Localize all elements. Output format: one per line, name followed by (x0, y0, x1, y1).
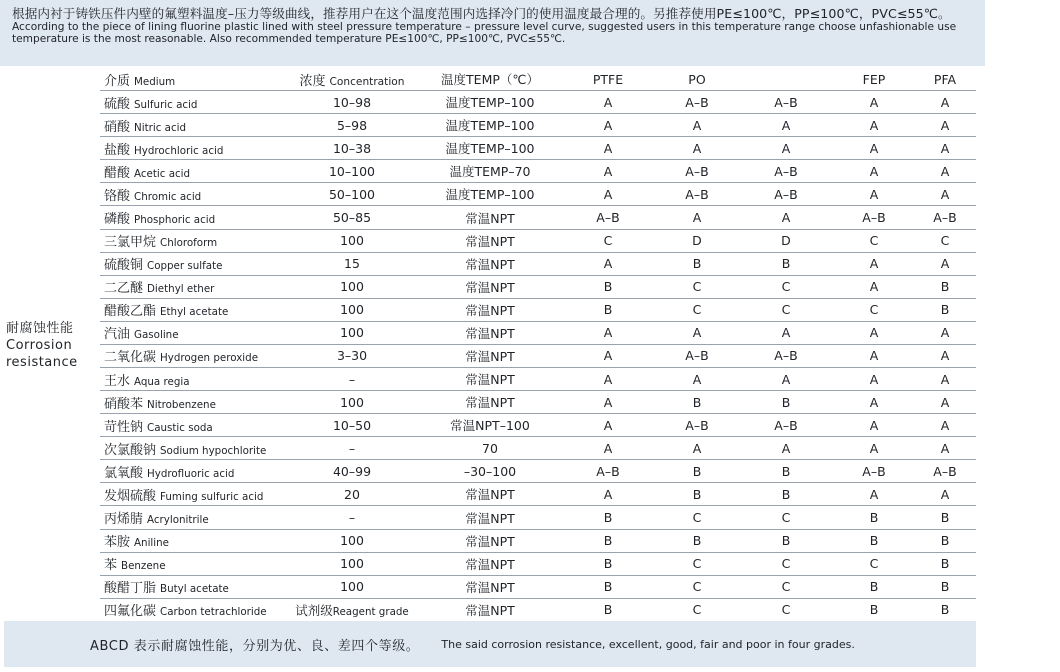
cell-temperature: 常温NPT (420, 506, 560, 529)
cell-concentration: 100 (284, 391, 420, 414)
cell-medium: 硫酸铜 Copper sulfate (100, 252, 284, 275)
cell-ptfe: A (560, 183, 656, 206)
side-label-cn: 耐腐蚀性能 (6, 321, 74, 336)
cell-ptfe: A (560, 414, 656, 437)
table-row (100, 391, 976, 414)
table-row (100, 206, 976, 229)
cell-temperature: 常温NPT (420, 552, 560, 575)
cell-temperature: 常温NPT (420, 206, 560, 229)
cell-po: A (656, 114, 738, 137)
cell-c3: A–B (738, 160, 834, 183)
cell-pfa: A–B (914, 206, 976, 229)
cell-temperature: 常温NPT (420, 391, 560, 414)
cell-medium: 次氯酸钠 Sodium hypochlorite (100, 437, 284, 460)
cell-pfa: C (914, 229, 976, 252)
cell-pfa: A (914, 114, 976, 137)
cell-fep: A (834, 437, 914, 460)
cell-fep: A (834, 160, 914, 183)
cell-temperature: 常温NPT (420, 229, 560, 252)
cell-ptfe: B (560, 275, 656, 298)
cell-fep: A (834, 321, 914, 344)
table-row (100, 460, 976, 483)
cell-fep: A (834, 91, 914, 114)
table-row (100, 160, 976, 183)
cell-ptfe: B (560, 298, 656, 321)
cell-medium: 苯 Benzene (100, 552, 284, 575)
cell-concentration: 10–50 (284, 414, 420, 437)
cell-ptfe: A (560, 137, 656, 160)
cell-po: B (656, 460, 738, 483)
cell-temperature: –30–100 (420, 460, 560, 483)
cell-temperature: 温度TEMP–100 (420, 114, 560, 137)
cell-c3: C (738, 575, 834, 598)
cell-pfa: A (914, 160, 976, 183)
cell-medium: 盐酸 Hydrochloric acid (100, 137, 284, 160)
cell-pfa: B (914, 298, 976, 321)
cell-pfa: A (914, 183, 976, 206)
table-row (100, 114, 976, 137)
cell-temperature: 温度TEMP–100 (420, 91, 560, 114)
cell-c3: A (738, 206, 834, 229)
cell-medium: 汽油 Gasoline (100, 321, 284, 344)
cell-c3: B (738, 460, 834, 483)
cell-po: C (656, 506, 738, 529)
cell-temperature: 常温NPT (420, 275, 560, 298)
cell-pfa: A (914, 321, 976, 344)
cell-temperature: 温度TEMP–100 (420, 137, 560, 160)
cell-pfa: A (914, 483, 976, 506)
cell-concentration: 100 (284, 529, 420, 552)
header-note-en: According to the piece of lining fluorine plastic lined with steel pressure temperature – pressure level curve, suggested users in this temperature range choose unfashionable use temperature is the most reasonable. Also recommended temperature PE≤100℃, PP≤100℃, PVC≤55℃. (12, 21, 957, 45)
cell-concentration: 50–100 (284, 183, 420, 206)
cell-ptfe: A (560, 91, 656, 114)
table-row (100, 298, 976, 321)
cell-po: B (656, 391, 738, 414)
cell-c3: A (738, 437, 834, 460)
cell-temperature: 常温NPT (420, 252, 560, 275)
cell-fep: C (834, 552, 914, 575)
col-header-po: PO (656, 68, 738, 91)
cell-ptfe: B (560, 529, 656, 552)
table-row (100, 321, 976, 344)
cell-concentration: 100 (284, 275, 420, 298)
table-row (100, 437, 976, 460)
cell-concentration: 100 (284, 575, 420, 598)
cell-temperature: 常温NPT (420, 368, 560, 391)
cell-medium: 三氯甲烷 Chloroform (100, 229, 284, 252)
cell-po: A (656, 137, 738, 160)
col-header-concentration: 浓度 Concentration (284, 68, 420, 91)
cell-fep: A (834, 252, 914, 275)
col-header-blank (738, 68, 834, 91)
cell-pfa: A–B (914, 460, 976, 483)
cell-concentration: 100 (284, 321, 420, 344)
cell-c3: A–B (738, 344, 834, 367)
cell-pfa: B (914, 506, 976, 529)
cell-fep: B (834, 506, 914, 529)
table-row (100, 483, 976, 506)
cell-temperature: 温度TEMP–100 (420, 183, 560, 206)
cell-ptfe: A (560, 321, 656, 344)
cell-temperature: 常温NPT (420, 344, 560, 367)
cell-fep: A (834, 114, 914, 137)
cell-po: C (656, 298, 738, 321)
cell-ptfe: A (560, 160, 656, 183)
header-note-cn: 根据内衬于铸铁压件内壁的氟塑料温度–压力等级曲线，推荐用户在这个温度范围内选择冷门的使用温度最合理的。另推荐使用PE≤100℃，PP≤100℃，PVC≤55℃。 (12, 6, 951, 21)
grade-legend (4, 621, 976, 667)
cell-c3: B (738, 252, 834, 275)
cell-fep: A–B (834, 460, 914, 483)
cell-c3: D (738, 229, 834, 252)
table-row (100, 137, 976, 160)
cell-po: A–B (656, 160, 738, 183)
cell-c3: B (738, 483, 834, 506)
cell-fep: A (834, 368, 914, 391)
cell-temperature: 温度TEMP–70 (420, 160, 560, 183)
cell-medium: 二乙醚 Diethyl ether (100, 275, 284, 298)
cell-c3: C (738, 506, 834, 529)
cell-c3: A–B (738, 91, 834, 114)
cell-pfa: A (914, 137, 976, 160)
side-label-en-2: resistance (6, 355, 78, 370)
cell-concentration: 10–38 (284, 137, 420, 160)
header-note (0, 0, 985, 66)
cell-temperature: 常温NPT (420, 529, 560, 552)
cell-concentration: – (284, 368, 420, 391)
cell-po: A–B (656, 91, 738, 114)
cell-ptfe: A (560, 114, 656, 137)
cell-ptfe: A (560, 252, 656, 275)
cell-ptfe: A (560, 483, 656, 506)
col-header-medium: 介质 Medium (100, 68, 284, 91)
cell-c3: B (738, 391, 834, 414)
cell-pfa: B (914, 598, 976, 621)
cell-po: A–B (656, 344, 738, 367)
cell-medium: 丙烯腈 Acrylonitrile (100, 506, 284, 529)
cell-ptfe: A (560, 391, 656, 414)
cell-po: A (656, 437, 738, 460)
cell-concentration: 3–30 (284, 344, 420, 367)
cell-fep: A (834, 137, 914, 160)
cell-pfa: A (914, 252, 976, 275)
cell-ptfe: A–B (560, 460, 656, 483)
cell-fep: C (834, 229, 914, 252)
table-row (100, 183, 976, 206)
table-row (100, 552, 976, 575)
cell-medium: 酸醋丁脂 Butyl acetate (100, 575, 284, 598)
col-header-temperature: 温度TEMP（℃） (420, 68, 560, 91)
grade-legend-en: The said corrosion resistance, excellent, good, fair and poor in four grades. (441, 637, 855, 651)
cell-ptfe: B (560, 598, 656, 621)
cell-fep: A (834, 414, 914, 437)
cell-medium: 磷酸 Phosphoric acid (100, 206, 284, 229)
cell-fep: A (834, 344, 914, 367)
corrosion-resistance-label (6, 320, 92, 371)
col-header-ptfe: PTFE (560, 68, 656, 91)
cell-pfa: A (914, 391, 976, 414)
cell-pfa: A (914, 368, 976, 391)
table-row (100, 344, 976, 367)
cell-medium: 醋酸 Acetic acid (100, 160, 284, 183)
cell-concentration: 5–98 (284, 114, 420, 137)
table-row (100, 229, 976, 252)
cell-pfa: A (914, 91, 976, 114)
cell-concentration: 试剂级Reagent grade (284, 598, 420, 621)
cell-c3: A (738, 137, 834, 160)
cell-concentration: 100 (284, 229, 420, 252)
cell-c3: A–B (738, 183, 834, 206)
cell-po: A (656, 321, 738, 344)
cell-ptfe: B (560, 552, 656, 575)
cell-ptfe: B (560, 575, 656, 598)
cell-pfa: A (914, 344, 976, 367)
cell-medium: 硝酸苯 Nitrobenzene (100, 391, 284, 414)
cell-concentration: – (284, 506, 420, 529)
cell-po: C (656, 552, 738, 575)
cell-concentration: 15 (284, 252, 420, 275)
cell-medium: 二氧化碳 Hydrogen peroxide (100, 344, 284, 367)
table-row (100, 91, 976, 114)
cell-fep: B (834, 598, 914, 621)
table-row (100, 414, 976, 437)
cell-fep: A–B (834, 206, 914, 229)
cell-temperature: 常温NPT (420, 298, 560, 321)
table-row (100, 506, 976, 529)
cell-c3: B (738, 529, 834, 552)
table-row (100, 598, 976, 621)
cell-c3: A (738, 321, 834, 344)
col-header-fep: FEP (834, 68, 914, 91)
cell-concentration: 10–98 (284, 91, 420, 114)
table-row (100, 368, 976, 391)
cell-medium: 发烟硫酸 Fuming sulfuric acid (100, 483, 284, 506)
cell-temperature: 常温NPT (420, 483, 560, 506)
cell-pfa: B (914, 575, 976, 598)
table-header-row (100, 68, 976, 91)
cell-po: A (656, 368, 738, 391)
cell-po: D (656, 229, 738, 252)
grade-legend-cn: ABCD 表示耐腐蚀性能，分别为优、良、差四个等级。 (90, 638, 420, 654)
cell-po: C (656, 575, 738, 598)
cell-fep: A (834, 275, 914, 298)
cell-concentration: 20 (284, 483, 420, 506)
cell-temperature: 常温NPT (420, 575, 560, 598)
cell-ptfe: A–B (560, 206, 656, 229)
cell-c3: C (738, 598, 834, 621)
table-row (100, 529, 976, 552)
cell-medium: 王水 Aqua regia (100, 368, 284, 391)
cell-c3: A (738, 368, 834, 391)
cell-fep: C (834, 298, 914, 321)
cell-temperature: 常温NPT (420, 598, 560, 621)
cell-temperature: 70 (420, 437, 560, 460)
cell-pfa: B (914, 275, 976, 298)
cell-medium: 硫酸 Sulfuric acid (100, 91, 284, 114)
cell-concentration: 100 (284, 552, 420, 575)
cell-c3: A (738, 114, 834, 137)
cell-concentration: – (284, 437, 420, 460)
cell-pfa: B (914, 552, 976, 575)
cell-concentration: 10–100 (284, 160, 420, 183)
cell-ptfe: A (560, 368, 656, 391)
cell-pfa: A (914, 414, 976, 437)
cell-c3: C (738, 298, 834, 321)
cell-po: B (656, 483, 738, 506)
cell-po: C (656, 275, 738, 298)
cell-temperature: 常温NPT–100 (420, 414, 560, 437)
cell-ptfe: B (560, 506, 656, 529)
cell-medium: 苯胺 Aniline (100, 529, 284, 552)
cell-pfa: B (914, 529, 976, 552)
cell-po: A–B (656, 414, 738, 437)
cell-fep: A (834, 483, 914, 506)
cell-concentration: 50–85 (284, 206, 420, 229)
cell-fep: A (834, 183, 914, 206)
cell-pfa: A (914, 437, 976, 460)
cell-temperature: 常温NPT (420, 321, 560, 344)
corrosion-resistance-table (100, 68, 976, 622)
table-row (100, 252, 976, 275)
cell-po: A (656, 206, 738, 229)
cell-fep: A (834, 391, 914, 414)
cell-ptfe: C (560, 229, 656, 252)
cell-medium: 硝酸 Nitric acid (100, 114, 284, 137)
table-row (100, 575, 976, 598)
cell-po: A–B (656, 183, 738, 206)
cell-medium: 苛性钠 Caustic soda (100, 414, 284, 437)
cell-po: B (656, 252, 738, 275)
cell-c3: C (738, 552, 834, 575)
cell-fep: B (834, 575, 914, 598)
cell-ptfe: A (560, 344, 656, 367)
cell-concentration: 40–99 (284, 460, 420, 483)
cell-po: C (656, 598, 738, 621)
cell-medium: 醋酸乙酯 Ethyl acetate (100, 298, 284, 321)
cell-fep: B (834, 529, 914, 552)
table-row (100, 275, 976, 298)
cell-po: B (656, 529, 738, 552)
cell-c3: C (738, 275, 834, 298)
col-header-pfa: PFA (914, 68, 976, 91)
cell-concentration: 100 (284, 298, 420, 321)
cell-ptfe: A (560, 437, 656, 460)
cell-medium: 氯氧酸 Hydrofluoric acid (100, 460, 284, 483)
side-label-en-1: Corrosion (6, 338, 73, 353)
cell-c3: A–B (738, 414, 834, 437)
cell-medium: 铬酸 Chromic acid (100, 183, 284, 206)
cell-medium: 四氟化碳 Carbon tetrachloride (100, 598, 284, 621)
